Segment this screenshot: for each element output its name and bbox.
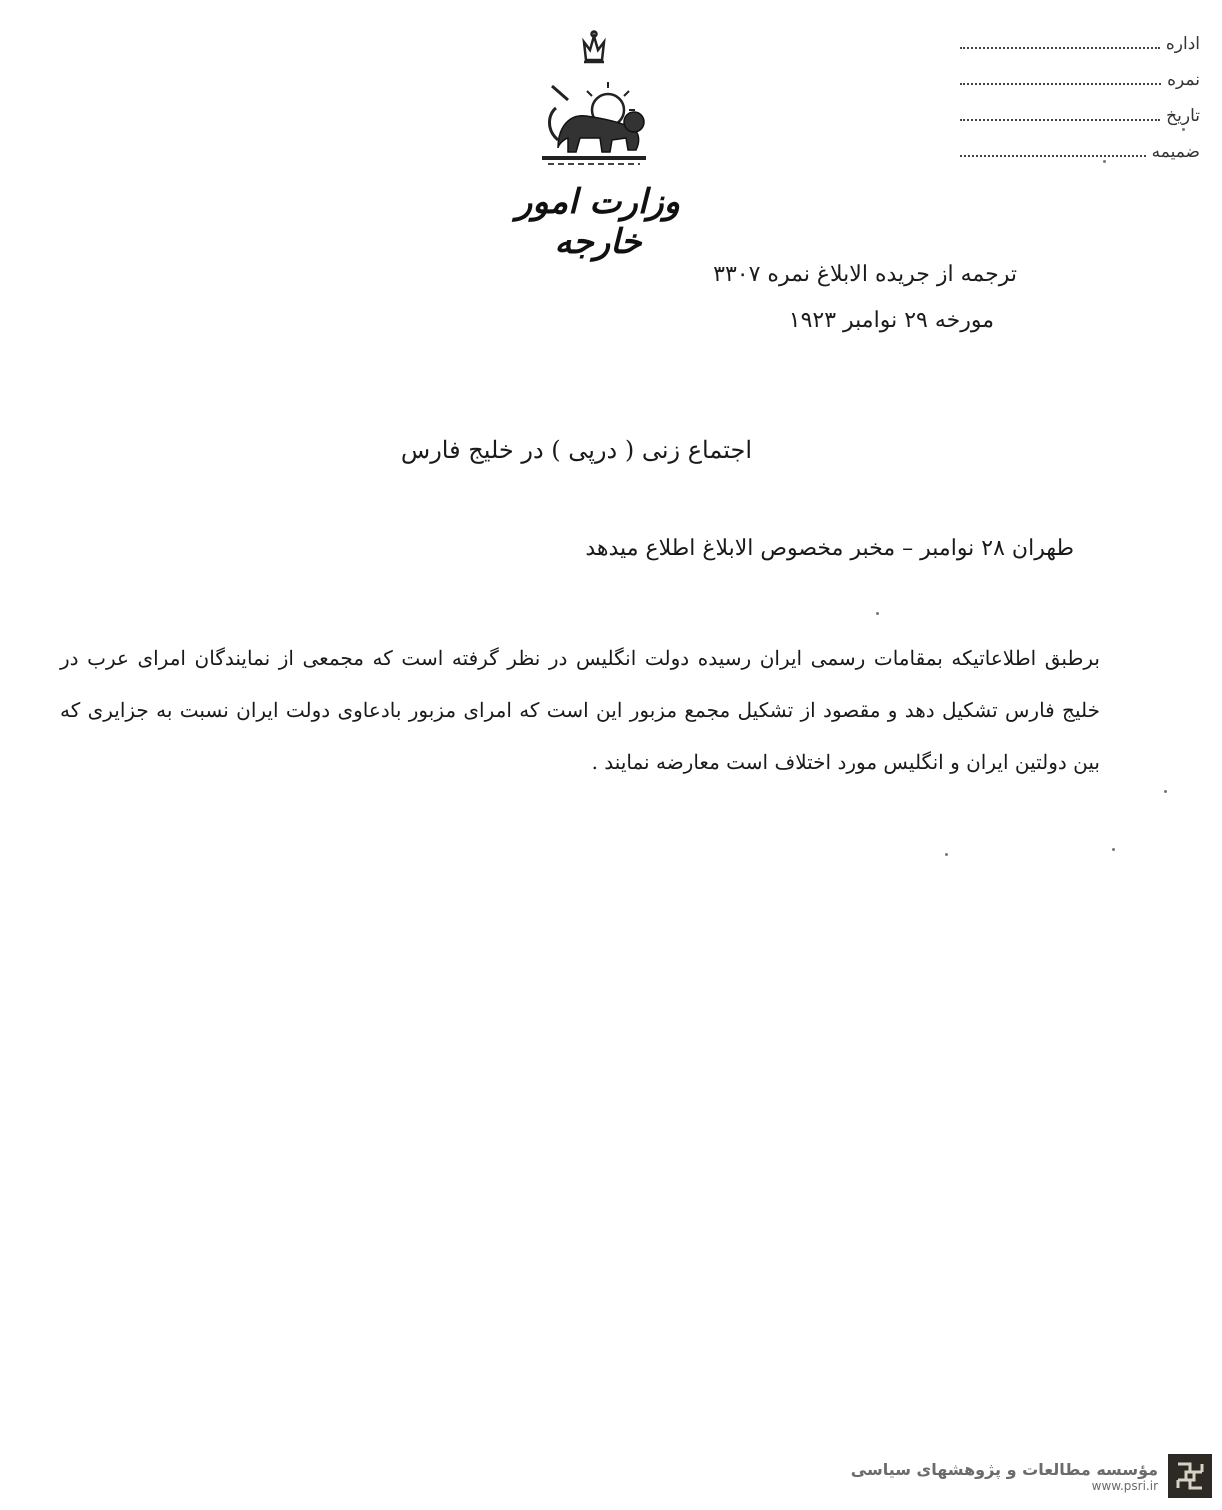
body-paragraph: برطبق اطلاعاتیکه بمقامات رسمی ایران رسیده دولت انگلیس در نظر گرفته است که مجمعی از نمایندگان امرای عرب در خلیج فارس تشکیل دهد و مقصود از تشکیل مجمع مزبور این است که امرای مزبور بادعاوی دولت ایران نسبت به جزایری که بین دولتین ایران و انگلیس مورد اختلاف است معارضه نمایند .: [60, 646, 1100, 774]
form-blank-line: [960, 37, 1160, 49]
translation-source-line: ترجمه از جریده الابلاغ نمره ۳۳۰۷: [713, 262, 1017, 287]
ministry-title: وزارت امور خارجه: [515, 182, 681, 262]
watermark-text: [851, 1460, 1158, 1493]
translation-date-line: مورخه ۲۹ نوامبر ۱۹۲۳: [788, 308, 994, 333]
form-label: ضمیمه: [1151, 142, 1200, 162]
letterhead-form: [960, 24, 1200, 174]
institute-logo-icon: [1168, 1454, 1212, 1498]
institute-url: www.psri.ir: [1091, 1478, 1158, 1493]
form-field-number: [960, 64, 1200, 90]
form-label: اداره: [1165, 34, 1200, 54]
form-blank-line: [960, 109, 1160, 121]
scan-speck: [1112, 848, 1115, 851]
dateline: طهران ۲۸ نوامبر – مخبر مخصوص الابلاغ اطلاع میدهد: [585, 536, 1074, 561]
form-field-date: [960, 100, 1200, 126]
form-label: تاریخ: [1166, 106, 1200, 126]
form-field-attachment: [960, 136, 1200, 162]
scan-speck: [1164, 790, 1167, 793]
institute-watermark: [851, 1452, 1212, 1500]
form-field-department: [960, 28, 1200, 54]
form-blank-line: [960, 73, 1161, 85]
form-label: نمره: [1167, 70, 1200, 90]
scan-speck: [876, 612, 879, 615]
lion-and-sun-emblem-icon: [528, 30, 658, 170]
form-blank-line: [960, 145, 1146, 157]
scan-speck: [945, 853, 948, 856]
institute-name: مؤسسه مطالعات و پژوهشهای سیاسی: [850, 1459, 1158, 1479]
document-title: اجتماع زنی ( درپی ) در خلیج فارس: [400, 436, 752, 464]
